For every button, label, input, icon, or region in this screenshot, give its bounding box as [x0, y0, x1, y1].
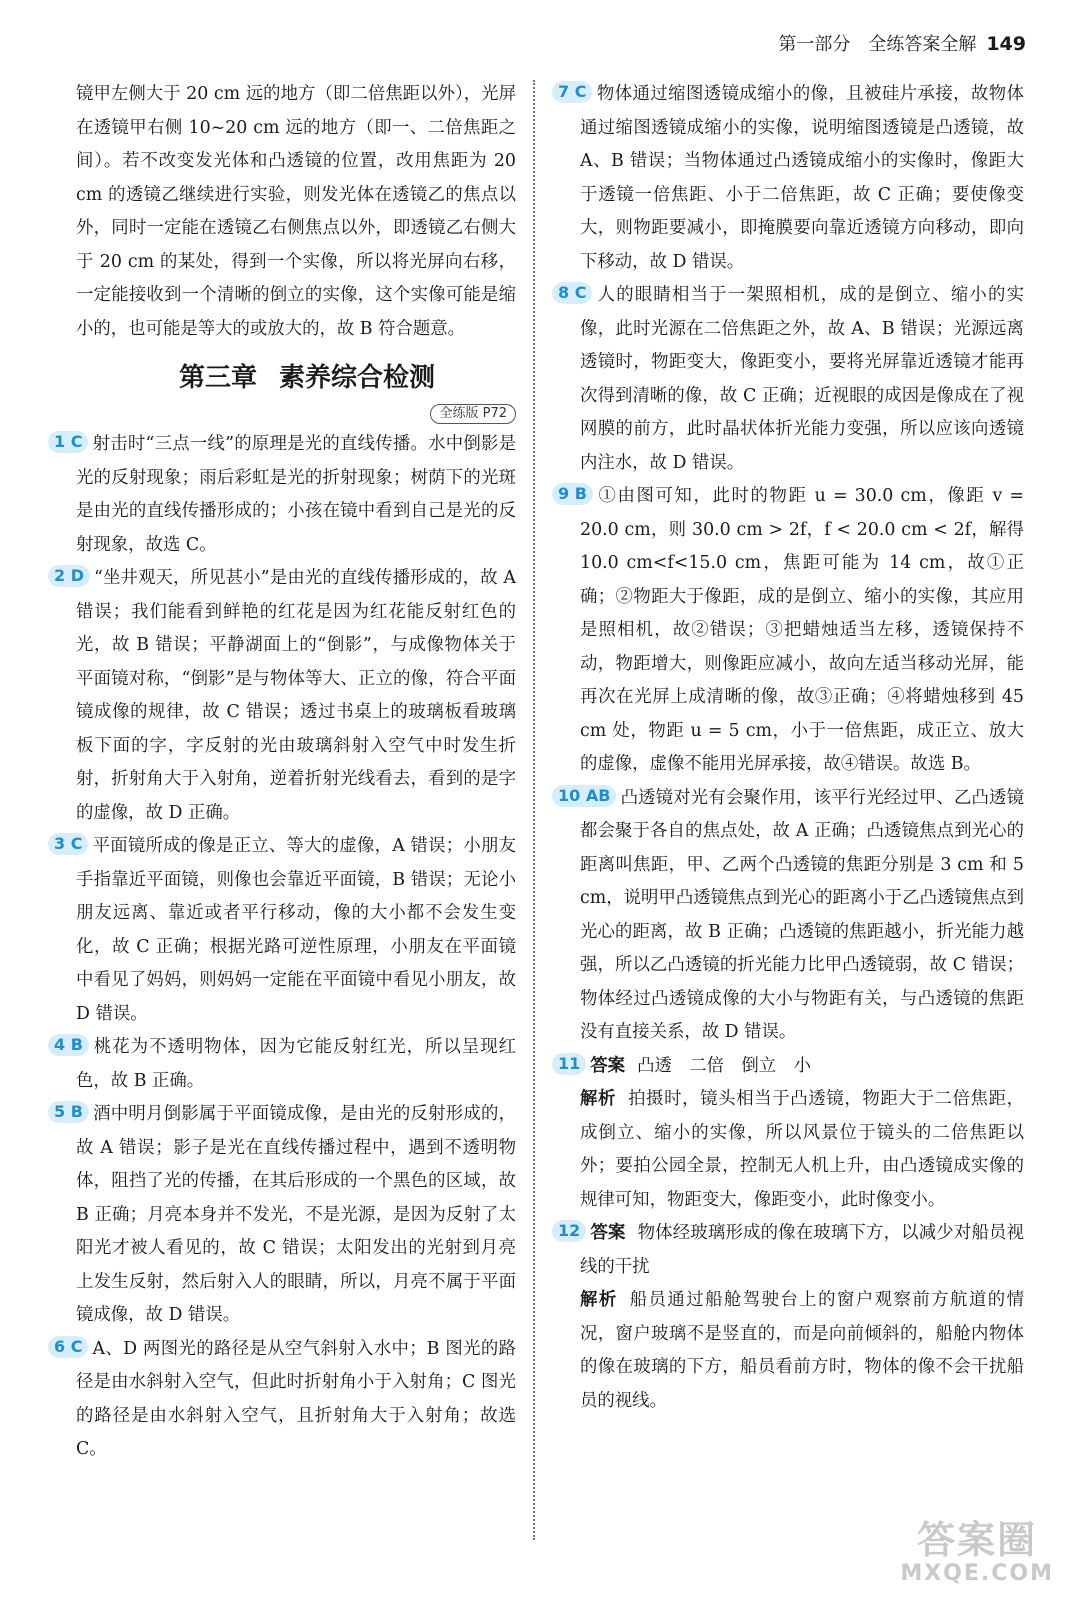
question-badge: 5 B [48, 1101, 89, 1123]
question-badge: 6 C [48, 1336, 88, 1358]
question-badge: 1 C [48, 431, 88, 453]
right-column [552, 78, 1024, 1418]
question-badge: 7 C [552, 81, 592, 103]
analysis-12 [552, 1284, 1024, 1418]
question-badge: 8 C [552, 282, 592, 304]
watermark-line2: MXQE.COM [900, 1561, 1054, 1586]
question-badge: 11 [552, 1053, 586, 1075]
question-badge: 2 D [48, 565, 90, 587]
answer-item-6: 6 C A、D 两图光的路径是从空气斜射入水中；B 图光的路径是由水斜射入空气，但此时折射角小于入射角；C 图光的路径是由水斜射入空气，且折射角大于入射角；故选 C。 [48, 1333, 516, 1467]
answer-item-9: 9 B ①由图可知，此时的物距 u = 30.0 cm，像距 v = 20.0 cm，则 30.0 cm > 2f，f < 20.0 cm < 2f，解得 10.0 cm<f<15.0 cm，焦距可能为 14 cm，故①正确；②物距大于像距，成的是倒立、缩小的实像，其应用是照相机，故②错误；③把蜡烛适当左移，透镜保持不动，物距增大，则像距应减小，故向左适当移动光屏，能再次在光屏上成清晰的像，故③正确；④将蜡烛移到 45 cm 处，物距 u = 5 cm，小于一倍焦距，成正立、放大的虚像，虚像不能用光屏承接，故④错误。故选 B。 [552, 480, 1024, 782]
chapter-ref [48, 400, 516, 424]
header-title: 全练答案全解 [868, 34, 977, 55]
analysis-label: 解析 [580, 1089, 617, 1109]
answer-item-3: 3 C 平面镜所成的像是正立、等大的虚像，A 错误；小朋友手指靠近平面镜，则像也会靠近平面镜，B 错误；无论小朋友远离、靠近或者平行移动，像的大小都不会发生变化，故 C 正确；根据光路可逆性原理，小朋友在平面镜中看见了妈妈，则妈妈一定能在平面镜中看见小朋友，故 D 错误。 [48, 830, 516, 1031]
answer-text: 物体经玻璃形成的像在玻璃下方，以减少对船员视线的干扰 [580, 1223, 1024, 1277]
answer-label: 答案 [590, 1055, 626, 1076]
answer-text: 凸透 二倍 倒立 小 [637, 1055, 811, 1076]
left-column [48, 78, 516, 1467]
answer-item-1: 1 C 射击时“三点一线”的原理是光的直线传播。水中倒影是光的反射现象；雨后彩虹是光的折射现象；树荫下的光斑是由光的直线传播形成的；小孩在镜中看到自己是光的反射现象，故选 C。 [48, 428, 516, 562]
ref-tag: 全练版 P72 [430, 404, 516, 424]
question-badge: 4 B [48, 1034, 89, 1056]
answer-item-5: 5 B 酒中明月倒影属于平面镜成像，是由光的反射形成的，故 A 错误；影子是光在直线传播过程中，遇到不透明物体，阻挡了光的传播，在其后形成的一个黑色的区域，故 B 正确；月亮本身并不发光，不是光源，是因为反射了太阳光才被人看见的，故 C 错误；太阳发出的光射到月亮上发生反射，然后射入人的眼睛，所以，月亮不属于平面镜成像，故 D 错误。 [48, 1098, 516, 1333]
question-badge: 12 [552, 1220, 586, 1242]
chapter-title: 第三章 素养综合检测 [178, 363, 436, 393]
question-badge: 10 AB [552, 785, 616, 807]
column-divider [533, 80, 535, 1540]
analysis-text: 拍摄时，镜头相当于凸透镜，物距大于二倍焦距，成倒立、缩小的实像，所以风景位于镜头的二倍焦距以外；要拍公园全景，控制无人机上升，由凸透镜成实像的规律可知，物距变大，像距变小，此时像变小。 [580, 1089, 1024, 1210]
answer-item-8: 8 C 人的眼睛相当于一架照相机，成的是倒立、缩小的实像，此时光源在二倍焦距之外，故 A、B 错误；光源远离透镜时，物距变大，像距变小，要将光屏靠近透镜才能再次得到清晰的像，故 C 正确；近视眼的成因是像成在了视网膜的前方，此时晶状体折光能力变强，所以应该向透镜内注水，故 D 错误。 [552, 279, 1024, 480]
page-number: 149 [986, 33, 1026, 55]
answer-item-2: 2 D “坐井观天，所见甚小”是由光的直线传播形成的，故 A 错误；我们能看到鲜艳的红花是因为红花能反射红色的光，故 B 错误；平静湖面上的“倒影”，与成像物体关于平面镜对称，“倒影”是与物体等大、正立的像，符合平面镜成像的规律，故 C 错误；透过书桌上的玻璃板看玻璃板下面的字，字反射的光由玻璃斜射入空气中时发生折射，折射角大于入射角，逆着折射光线看去，看到的是字的虚像，故 D 正确。 [48, 562, 516, 830]
answer-item-10: 10 AB 凸透镜对光有会聚作用，该平行光经过甲、乙凸透镜都会聚于各自的焦点处，故 A 正确；凸透镜焦点到光心的距离叫焦距，甲、乙两个凸透镜的焦距分别是 3 cm 和 5 cm，说明甲凸透镜焦点到光心的距离小于乙凸透镜焦点到光心的距离，故 B 正确；凸透镜的焦距越小，折光能力越强，所以乙凸透镜的折光能力比甲凸透镜弱，故 C 错误；物体经过凸透镜成像的大小与物距有关，与凸透镜的焦距没有直接关系，故 D 错误。 [552, 782, 1024, 1050]
analysis-label: 解析 [580, 1290, 618, 1310]
answer-item-7: 7 C 物体通过缩图透镜成缩小的像，且被硅片承接，故物体通过缩图透镜成缩小的实像，说明缩图透镜是凸透镜，故 A、B 错误；当物体通过凸透镜成缩小的实像时，像距大于透镜一倍焦距、小于二倍焦距，故 C 正确；要使像变大，则物距要减小，即掩膜要向靠近透镜方向移动，即向下移动，故 D 错误。 [552, 78, 1024, 279]
question-badge: 3 C [48, 833, 88, 855]
header-section: 第一部分 [778, 34, 851, 55]
watermark-line1: 答案圈 [917, 1518, 1038, 1562]
answer-label: 答案 [590, 1223, 626, 1243]
analysis-text: 船员通过船舱驾驶台上的窗户观察前方航道的情况，窗户玻璃不是竖直的，而是向前倾斜的，船舱内物体的像在玻璃的下方，船员看前方时，物体的像不会干扰船员的视线。 [580, 1290, 1024, 1411]
watermark-logo [900, 1519, 1054, 1586]
analysis-11 [552, 1083, 1024, 1217]
answer-item-4: 4 B 桃花为不透明物体，因为它能反射红光，所以呈现红色，故 B 正确。 [48, 1031, 516, 1098]
answer-item-11 [552, 1050, 1024, 1084]
continued-paragraph: 镜甲左侧大于 20 cm 远的地方（即二倍焦距以外），光屏在透镜甲右侧 10~20 cm 远的地方（即一、二倍焦距之间）。若不改变发光体和凸透镜的位置，改用焦距为 20 cm 的透镜乙继续进行实验，则发光体在透镜乙的焦点以外，同时一定能在透镜乙右侧焦点以外，即透镜乙右侧大于 20 cm 的某处，得到一个实像，所以将光屏向右移，一定能接收到一个清晰的倒立的实像，这个实像可能是缩小的，也可能是等大的或放大的，故 B 符合题意。 [76, 84, 516, 339]
question-badge: 9 B [552, 483, 593, 505]
page-header [0, 30, 1026, 56]
answer-item-12 [552, 1217, 1024, 1284]
